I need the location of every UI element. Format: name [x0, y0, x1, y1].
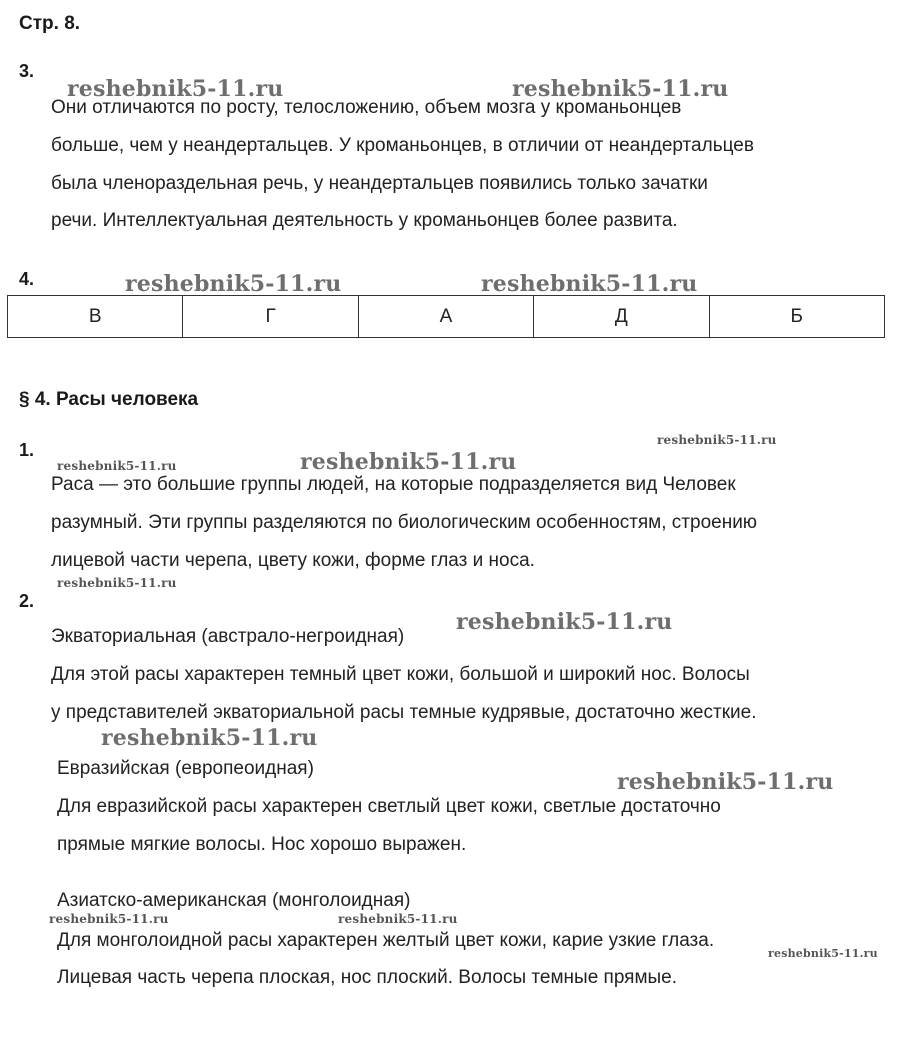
- question-3-line: речи. Интеллектуальная деятельность у кроманьонцев более развита.: [51, 210, 678, 231]
- section-question-2-number: 2.: [19, 591, 35, 611]
- watermark: reshebnik5-11.ru: [101, 725, 318, 751]
- answer-row: [8, 296, 885, 338]
- section-question-1-line: Раса — это большие группы людей, на которые подразделяется вид Человек: [51, 474, 736, 495]
- answer-cell: Д: [534, 296, 709, 338]
- section-question-1-line: разумный. Эти группы разделяются по биологическим особенностям, строению: [51, 512, 758, 533]
- watermark: reshebnik5-11.ru: [49, 912, 169, 926]
- watermark: reshebnik5-11.ru: [481, 271, 698, 297]
- answer-cell: А: [358, 296, 533, 338]
- question-3-line: была членораздельная речь, у неандертальцев появились только зачатки: [51, 173, 708, 194]
- question-3-line: больше, чем у неандертальцев. У кроманьонцев, в отличии от неандертальцев: [51, 135, 754, 156]
- watermark: reshebnik5-11.ru: [657, 433, 777, 447]
- answer-table: [7, 295, 885, 338]
- watermark: reshebnik5-11.ru: [456, 609, 673, 635]
- race-2-line: прямые мягкие волосы. Нос хорошо выражен.: [57, 834, 467, 855]
- race-1-line: у представителей экваториальной расы темные кудрявые, достаточно жесткие.: [51, 702, 757, 723]
- section-question-1-line: лицевой части черепа, цвету кожи, форме глаз и носа.: [51, 550, 535, 571]
- race-3-line: Для монголоидной расы характерен желтый цвет кожи, карие узкие глаза.: [57, 930, 715, 951]
- answer-cell: Б: [709, 296, 884, 338]
- race-2-name: Евразийская (европеоидная): [57, 758, 314, 779]
- page-header: Стр. 8.: [19, 13, 81, 34]
- watermark: reshebnik5-11.ru: [125, 271, 342, 297]
- section-title: § 4. Расы человека: [19, 389, 199, 410]
- answer-cell: Г: [183, 296, 358, 338]
- race-1-name: Экваториальная (австрало-негроидная): [51, 626, 405, 647]
- question-3-number: 3.: [19, 61, 35, 81]
- watermark: reshebnik5-11.ru: [512, 76, 729, 102]
- question-4-number: 4.: [19, 269, 35, 289]
- watermark: reshebnik5-11.ru: [67, 76, 284, 102]
- watermark: reshebnik5-11.ru: [617, 769, 834, 795]
- race-1-line: Для этой расы характерен темный цвет кожи, большой и широкий нос. Волосы: [51, 664, 750, 685]
- watermark: reshebnik5-11.ru: [768, 947, 878, 960]
- answer-cell: В: [8, 296, 183, 338]
- section-question-1-number: 1.: [19, 440, 35, 460]
- race-2-line: Для евразийской расы характерен светлый цвет кожи, светлые достаточно: [57, 796, 721, 817]
- watermark: reshebnik5-11.ru: [57, 459, 177, 473]
- race-3-name: Азиатско-американская (монголоидная): [57, 890, 411, 911]
- watermark: reshebnik5-11.ru: [338, 912, 458, 926]
- watermark: reshebnik5-11.ru: [300, 449, 517, 475]
- race-3-line: Лицевая часть черепа плоская, нос плоский. Волосы темные прямые.: [57, 967, 678, 988]
- watermark: reshebnik5-11.ru: [57, 576, 177, 590]
- question-3-line: Они отличаются по росту, телосложению, объем мозга у кроманьонцев: [51, 97, 682, 118]
